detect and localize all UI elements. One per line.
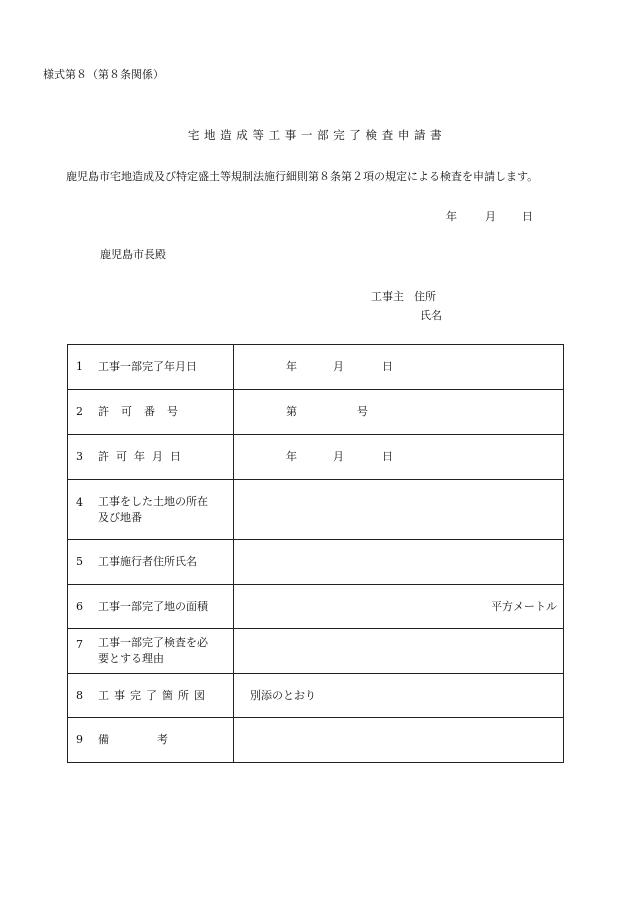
row-label: 工事完了箇所図 [98,688,210,702]
reason-field[interactable] [234,629,564,674]
date-month-label: 月 [485,210,496,223]
applicant-role: 工事主 [371,290,404,303]
row-number: 3 [76,450,83,463]
row-label-cell [68,629,234,674]
row-label: 工事をした土地の所在及び地番 [98,494,208,524]
row-number: 1 [76,360,83,373]
row-label: 工事一部完了地の面積 [98,599,208,613]
row-number: 8 [76,688,83,702]
table-row [68,390,564,435]
applicant-address-label: 住所 [414,290,436,303]
form-number: 様式第８（第８条関係） [43,68,164,81]
row-number: 9 [76,733,83,746]
table-row [68,480,564,540]
date-day-label: 日 [522,210,533,223]
permit-date-field[interactable] [234,435,564,480]
row-number: 2 [76,405,83,418]
drawing-field[interactable] [234,674,564,718]
area-unit: 平方メートル [491,599,557,613]
permit-year-label: 年 [286,450,297,463]
application-date[interactable] [446,208,533,224]
applicant-address-line[interactable] [371,288,436,304]
table-row [68,540,564,585]
row-label-cell [68,435,234,480]
document-preamble: 鹿児島市宅地造成及び特定盛土等規制法施行細則第８条第２項の規定による検査を申請します。 [66,170,539,183]
area-field[interactable] [234,585,564,629]
row-label-cell [68,480,234,540]
completion-year-label: 年 [286,360,297,373]
completion-month-label: 月 [333,360,344,373]
remarks-field[interactable] [234,718,564,763]
table-row [68,585,564,629]
row-label-cell [68,540,234,585]
row-number: 4 [76,496,83,509]
row-label-cell [68,674,234,718]
row-label: 工事一部完了検査を必要とする理由 [98,636,208,665]
row-number: 6 [76,599,83,613]
row-label-cell [68,718,234,763]
table-row [68,345,564,390]
row-label: 工事一部完了年月日 [98,360,197,373]
row-label: 工事施行者住所氏名 [98,555,197,568]
addressee: 鹿児島市長殿 [100,248,166,261]
permit-day-label: 日 [382,450,393,463]
completion-day-label: 日 [382,360,393,373]
permit-suffix: 号 [357,405,368,418]
applicant-name-line[interactable] [420,307,442,323]
row-label-cell [68,390,234,435]
row-number: 7 [76,638,83,651]
table-row [68,629,564,674]
completion-date-field[interactable] [234,345,564,390]
permit-month-label: 月 [333,450,344,463]
permit-prefix: 第 [286,405,297,418]
table-row [68,435,564,480]
table-row [68,718,564,763]
applicant-name-label: 氏名 [420,309,442,322]
contractor-field[interactable] [234,540,564,585]
permit-number-field[interactable] [234,390,564,435]
application-form-table [67,344,564,763]
row-label: 許可年月日 [98,450,188,463]
drawing-note: 別添のとおり [250,688,316,702]
table-row [68,674,564,718]
date-year-label: 年 [446,210,457,223]
row-label: 備考 [98,733,216,746]
row-number: 5 [76,555,83,568]
row-label: 許可番号 [98,405,190,418]
land-location-field[interactable] [234,480,564,540]
row-label-cell [68,585,234,629]
document-title: 宅 地 造 成 等 工 事 一 部 完 了 検 査 申 請 書 [187,128,443,142]
row-label-cell [68,345,234,390]
